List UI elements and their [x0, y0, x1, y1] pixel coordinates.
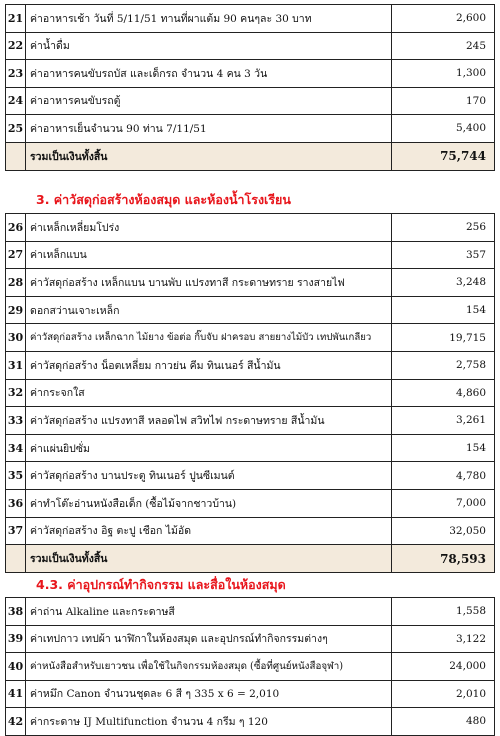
- row-number: 34: [6, 434, 26, 462]
- row-number: 25: [6, 115, 26, 143]
- row-number: 31: [6, 351, 26, 379]
- row-amount: 154: [392, 434, 495, 462]
- row-number: 37: [6, 517, 26, 545]
- table-row: [6, 115, 495, 143]
- row-amount: 170: [392, 87, 495, 115]
- row-amount: 357: [392, 241, 495, 269]
- row-number: 24: [6, 87, 26, 115]
- table-row: [6, 434, 495, 462]
- row-description: ค่าน้ำดื่ม: [26, 32, 392, 60]
- table-row: [6, 462, 495, 490]
- table-row: [6, 489, 495, 517]
- expense-table-b: [5, 213, 495, 573]
- row-number: 41: [6, 680, 26, 708]
- total-number-cell: [6, 142, 26, 170]
- table-row: [6, 351, 495, 379]
- total-label: รวมเป็นเงินทั้งสิ้น: [26, 545, 392, 573]
- expense-table-a: [5, 4, 495, 171]
- row-amount: 5,400: [392, 115, 495, 143]
- row-amount: 2,600: [392, 5, 495, 33]
- table-row: [6, 625, 495, 653]
- row-description: ค่าเหล็กเหลี่ยมโปร่ง: [26, 214, 392, 242]
- total-label: รวมเป็นเงินทั้งสิ้น: [26, 142, 392, 170]
- row-number: 23: [6, 60, 26, 88]
- row-number: 42: [6, 708, 26, 736]
- row-description: ดอกสว่านเจาะเหล็ก: [26, 296, 392, 324]
- total-number-cell: [6, 545, 26, 573]
- row-description: ค่าหมึก Canon จำนวนชุดละ 6 สี ๆ 335 x 6 = 2,010: [26, 680, 392, 708]
- row-description: ค่ากระจกใส: [26, 379, 392, 407]
- row-description: ค่าหนังสือสำหรับเยาวชน เพื่อใช้ในกิจกรรมห้องสมุด (ซื้อที่ศูนย์หนังสือจุฬา): [26, 653, 392, 681]
- section-heading: 3. ค่าวัสดุก่อสร้างห้องสมุด และห้องน้ำโรงเรียน: [36, 192, 291, 207]
- table-row: [6, 269, 495, 297]
- row-number: 30: [6, 324, 26, 352]
- row-amount: 480: [392, 708, 495, 736]
- row-number: 38: [6, 598, 26, 626]
- row-description: ค่าอาหารเย็นจำนวน 90 ท่าน 7/11/51: [26, 115, 392, 143]
- row-amount: 256: [392, 214, 495, 242]
- row-amount: 3,248: [392, 269, 495, 297]
- row-amount: 2,010: [392, 680, 495, 708]
- row-amount: 4,780: [392, 462, 495, 490]
- row-description: ค่าแผ่นยิปซั่ม: [26, 434, 392, 462]
- row-amount: 19,715: [392, 324, 495, 352]
- row-amount: 24,000: [392, 653, 495, 681]
- row-description: ค่าอาหารคนขับรถตู้: [26, 87, 392, 115]
- table-row: [6, 708, 495, 736]
- table-row: [6, 214, 495, 242]
- row-amount: 245: [392, 32, 495, 60]
- total-row: [6, 142, 495, 170]
- row-number: 32: [6, 379, 26, 407]
- table-row: [6, 32, 495, 60]
- row-number: 39: [6, 625, 26, 653]
- table-row: [6, 5, 495, 33]
- row-amount: 7,000: [392, 489, 495, 517]
- row-description: ค่าอาหารเช้า วันที่ 5/11/51 ทานที่ผาแต้ม 90 คนๆละ 30 บาท: [26, 5, 392, 33]
- row-description: ค่าวัสดุก่อสร้าง น็อตเหลี่ยม กาวย่น คีม ทินเนอร์ สีน้ำมัน: [26, 351, 392, 379]
- row-description: ค่าวัสดุก่อสร้าง เหล็กฉาก ไม้ยาง ข้อต่อ กิ๊บจับ ฝาครอบ สายยางไม้บัว เทปพันเกลียว: [26, 324, 392, 352]
- row-description: ค่าวัสดุก่อสร้าง เหล็กแบน บานพับ แปรงทาสี กระดาษทราย รางสายไฟ: [26, 269, 392, 297]
- row-amount: 3,261: [392, 407, 495, 435]
- table-row: [6, 324, 495, 352]
- table-row: [6, 517, 495, 545]
- row-number: 28: [6, 269, 26, 297]
- row-amount: 4,860: [392, 379, 495, 407]
- row-amount: 154: [392, 296, 495, 324]
- row-amount: 3,122: [392, 625, 495, 653]
- row-description: ค่าอาหารคนขับรถบัส และเด็กรถ จำนวน 4 คน 3 วัน: [26, 60, 392, 88]
- row-description: ค่าวัสดุก่อสร้าง แปรงทาสี หลอดไฟ สวิทไฟ กระดาษทราย สีน้ำมัน: [26, 407, 392, 435]
- row-number: 29: [6, 296, 26, 324]
- row-amount: 1,300: [392, 60, 495, 88]
- table-row: [6, 407, 495, 435]
- row-description: ค่าถ่าน Alkaline และกระดาษสี: [26, 598, 392, 626]
- row-description: ค่ากระดาษ IJ Multifunction จำนวน 4 กรีม ๆ 120: [26, 708, 392, 736]
- row-description: ค่าเทปกาว เทปผ้า นาฬิกาในห้องสมุด และอุปกรณ์ทำกิจกรรมต่างๆ: [26, 625, 392, 653]
- row-description: ค่าเหล็กแบน: [26, 241, 392, 269]
- table-row: [6, 87, 495, 115]
- row-number: 22: [6, 32, 26, 60]
- section-heading: 4.3. ค่าอุปกรณ์ทำกิจกรรม และสื่อในห้องสมุด: [36, 577, 286, 592]
- row-description: ค่าวัสดุก่อสร้าง บานประตู ทินเนอร์ ปูนซีเมนต์: [26, 462, 392, 490]
- row-amount: 2,758: [392, 351, 495, 379]
- table-row: [6, 296, 495, 324]
- expense-table-c-rows: [5, 597, 495, 736]
- row-number: 33: [6, 407, 26, 435]
- row-number: 35: [6, 462, 26, 490]
- row-number: 27: [6, 241, 26, 269]
- row-number: 21: [6, 5, 26, 33]
- row-number: 26: [6, 214, 26, 242]
- row-description: ค่าวัสดุก่อสร้าง อิฐ ตะปู เชือก ไม้อัด: [26, 517, 392, 545]
- total-amount: 78,593: [392, 545, 495, 573]
- table-row: [6, 598, 495, 626]
- table-row: [6, 653, 495, 681]
- total-amount: 75,744: [392, 142, 495, 170]
- row-number: 36: [6, 489, 26, 517]
- total-row: [6, 545, 495, 573]
- table-row: [6, 241, 495, 269]
- row-number: 40: [6, 653, 26, 681]
- row-amount: 1,558: [392, 598, 495, 626]
- row-description: ค่าทำโต๊ะอ่านหนังสือเด็ก (ซื้อไม้จากชาวบ้าน): [26, 489, 392, 517]
- table-row: [6, 379, 495, 407]
- table-row: [6, 60, 495, 88]
- row-amount: 32,050: [392, 517, 495, 545]
- table-row: [6, 680, 495, 708]
